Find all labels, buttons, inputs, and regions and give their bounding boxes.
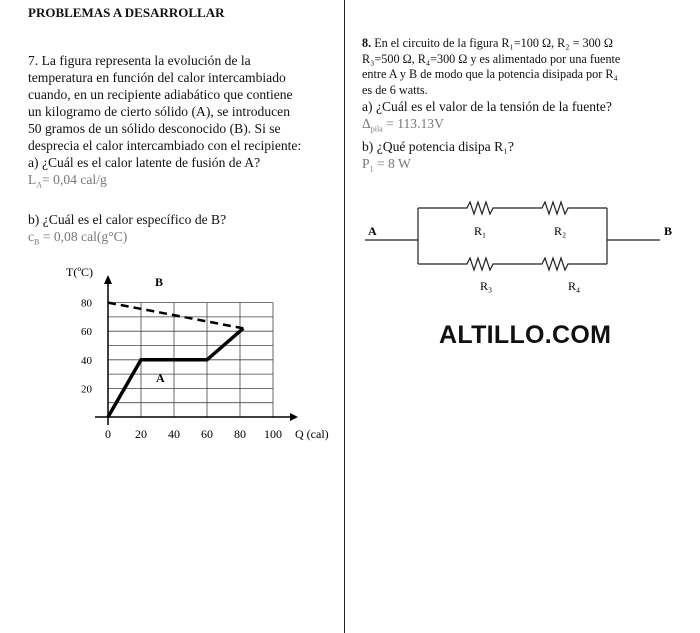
resistor-r1-label: R₁ <box>474 224 487 238</box>
y-axis-label: T(ºC) <box>66 265 94 279</box>
x-axis-arrow-icon <box>290 413 298 421</box>
series-line-a <box>108 328 243 417</box>
answer-subscript: B <box>34 237 40 247</box>
problem-8-line: entre A y B de modo que la potencia disipada por R₄ <box>362 67 618 81</box>
y-tick-label: 80 <box>81 297 92 310</box>
circuit-wires <box>365 208 660 264</box>
answer-symbol: P <box>362 155 370 171</box>
problem-8 <box>362 36 620 177</box>
answer-symbol: Δ <box>362 116 371 131</box>
answer-value: = 113.13V <box>382 116 444 131</box>
resistor-branch-top <box>418 202 607 214</box>
x-tick-label: 0 <box>105 427 111 441</box>
resistor-r4-label: R₄ <box>568 279 581 293</box>
node-a-label: A <box>368 224 377 238</box>
problem-7-line: 50 gramos de un sólido desconocido (B). Si se <box>28 121 281 136</box>
y-tick-label: 60 <box>81 326 92 339</box>
answer-subscript: 1 <box>369 164 374 174</box>
x-tick-label: 20 <box>135 427 147 441</box>
question-8b: b) ¿Qué potencia disipa R₁? <box>362 138 514 154</box>
problem-7-line: un kilogramo de cierto sólido (A), se introducen <box>28 104 290 119</box>
problem-8-line: R₃=500 Ω, R₄=300 Ω y es alimentado por una fuente <box>362 51 621 66</box>
answer-8a <box>362 115 620 138</box>
problem-7-line: temperatura en función del calor intercambiado <box>28 70 286 85</box>
x-axis-label: Q (cal) <box>295 427 329 441</box>
question-7b: b) ¿Cuál es el calor específico de B? <box>28 211 227 227</box>
problem-7-line: desprecia el calor intercambiado con el recipiente: <box>28 138 302 153</box>
problem-8-line: es de 6 watts. <box>362 82 428 97</box>
x-tick-label: 60 <box>201 427 213 441</box>
node-b-label: B <box>664 224 673 238</box>
answer-symbol: L <box>28 172 37 187</box>
answer-value: = 0,04 cal/g <box>42 172 107 187</box>
x-tick-label: 40 <box>168 427 180 441</box>
section-heading: PROBLEMAS A DESARROLLAR <box>28 5 225 20</box>
y-tick-label: 20 <box>81 383 92 396</box>
resistor-branch-bottom <box>418 258 607 270</box>
question-8a: a) ¿Cuál es el valor de la tensión de la fuente? <box>362 99 612 114</box>
series-label-a: A <box>156 371 165 385</box>
x-tick-label: 80 <box>234 427 246 441</box>
x-tick-label: 100 <box>264 427 282 441</box>
resistor-r2-label: R₂ <box>554 224 567 238</box>
problem-8-text: En el circuito de la figura R₁=100 Ω, R₂ = 300 Ω <box>374 36 613 50</box>
problem-number: 8. <box>362 36 372 50</box>
problem-7-line: 7. La figura representa la evolución de la <box>28 53 251 68</box>
answer-subscript: pila <box>370 124 383 134</box>
temperature-chart <box>0 0 345 460</box>
answer-8b <box>362 155 620 178</box>
answer-value: = 0,08 cal(g°C) <box>39 228 128 244</box>
y-tick-label: 40 <box>81 354 92 367</box>
y-axis-arrow-icon <box>104 275 112 284</box>
problem-7-line: cuando, en un recipiente adiabático que contiene <box>28 87 293 102</box>
altillo-logo: ALTILLO.COM <box>439 321 612 349</box>
question-7a: a) ¿Cuál es el calor latente de fusión de A? <box>28 155 261 170</box>
series-label-b: B <box>155 275 164 289</box>
series-line-b <box>108 303 243 329</box>
problem-8-line <box>362 36 620 52</box>
resistor-r3-label: R₃ <box>480 279 493 293</box>
circuit-diagram <box>350 190 700 300</box>
answer-subscript: A <box>36 180 43 190</box>
answer-symbol: c <box>28 228 35 244</box>
answer-value: = 8 W <box>373 155 411 171</box>
